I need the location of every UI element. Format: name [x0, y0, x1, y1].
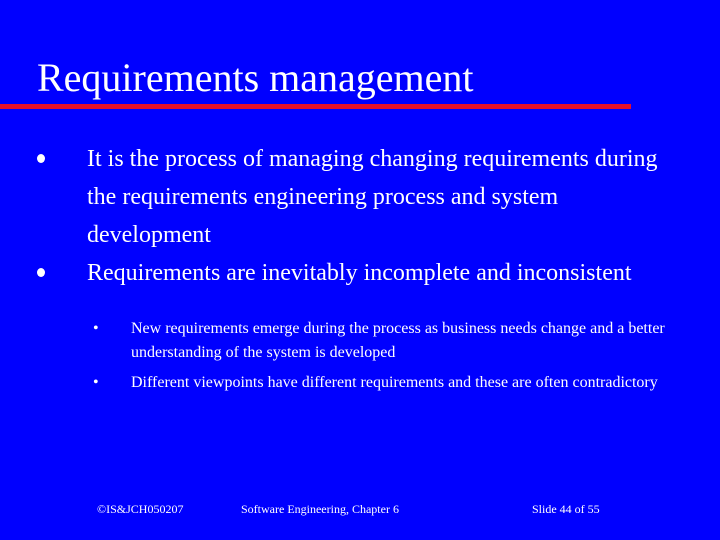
sub-bullet-list — [0, 317, 720, 401]
footer-copyright: ©IS&JCH050207 — [97, 502, 184, 516]
sub-bullet-text: Different viewpoints have different requirements and these are often contradictory — [131, 374, 658, 391]
sub-bullet-text: New requirements emerge during the process as business needs change and a better understanding of the system is developed — [131, 320, 665, 361]
bullet-item — [0, 140, 687, 254]
footer-slide-number: Slide 44 of 55 — [532, 502, 600, 516]
bullet-list — [0, 140, 720, 292]
bullet-text: Requirements are inevitably incomplete and inconsistent — [87, 260, 632, 286]
bullet-dot-icon — [37, 268, 45, 277]
sub-bullet-item — [0, 371, 691, 395]
footer-chapter: Software Engineering, Chapter 6 — [241, 502, 399, 516]
bullet-dot-icon — [37, 154, 45, 163]
bullet-text: It is the process of managing changing requirements during the requirements engineering process and system development — [87, 146, 658, 248]
title-underline — [0, 104, 631, 109]
sub-bullet-icon: • — [93, 320, 99, 337]
slide-title: Requirements management — [37, 55, 474, 100]
sub-bullet-item — [0, 317, 691, 365]
sub-bullet-icon: • — [93, 374, 99, 391]
bullet-item — [0, 254, 687, 292]
